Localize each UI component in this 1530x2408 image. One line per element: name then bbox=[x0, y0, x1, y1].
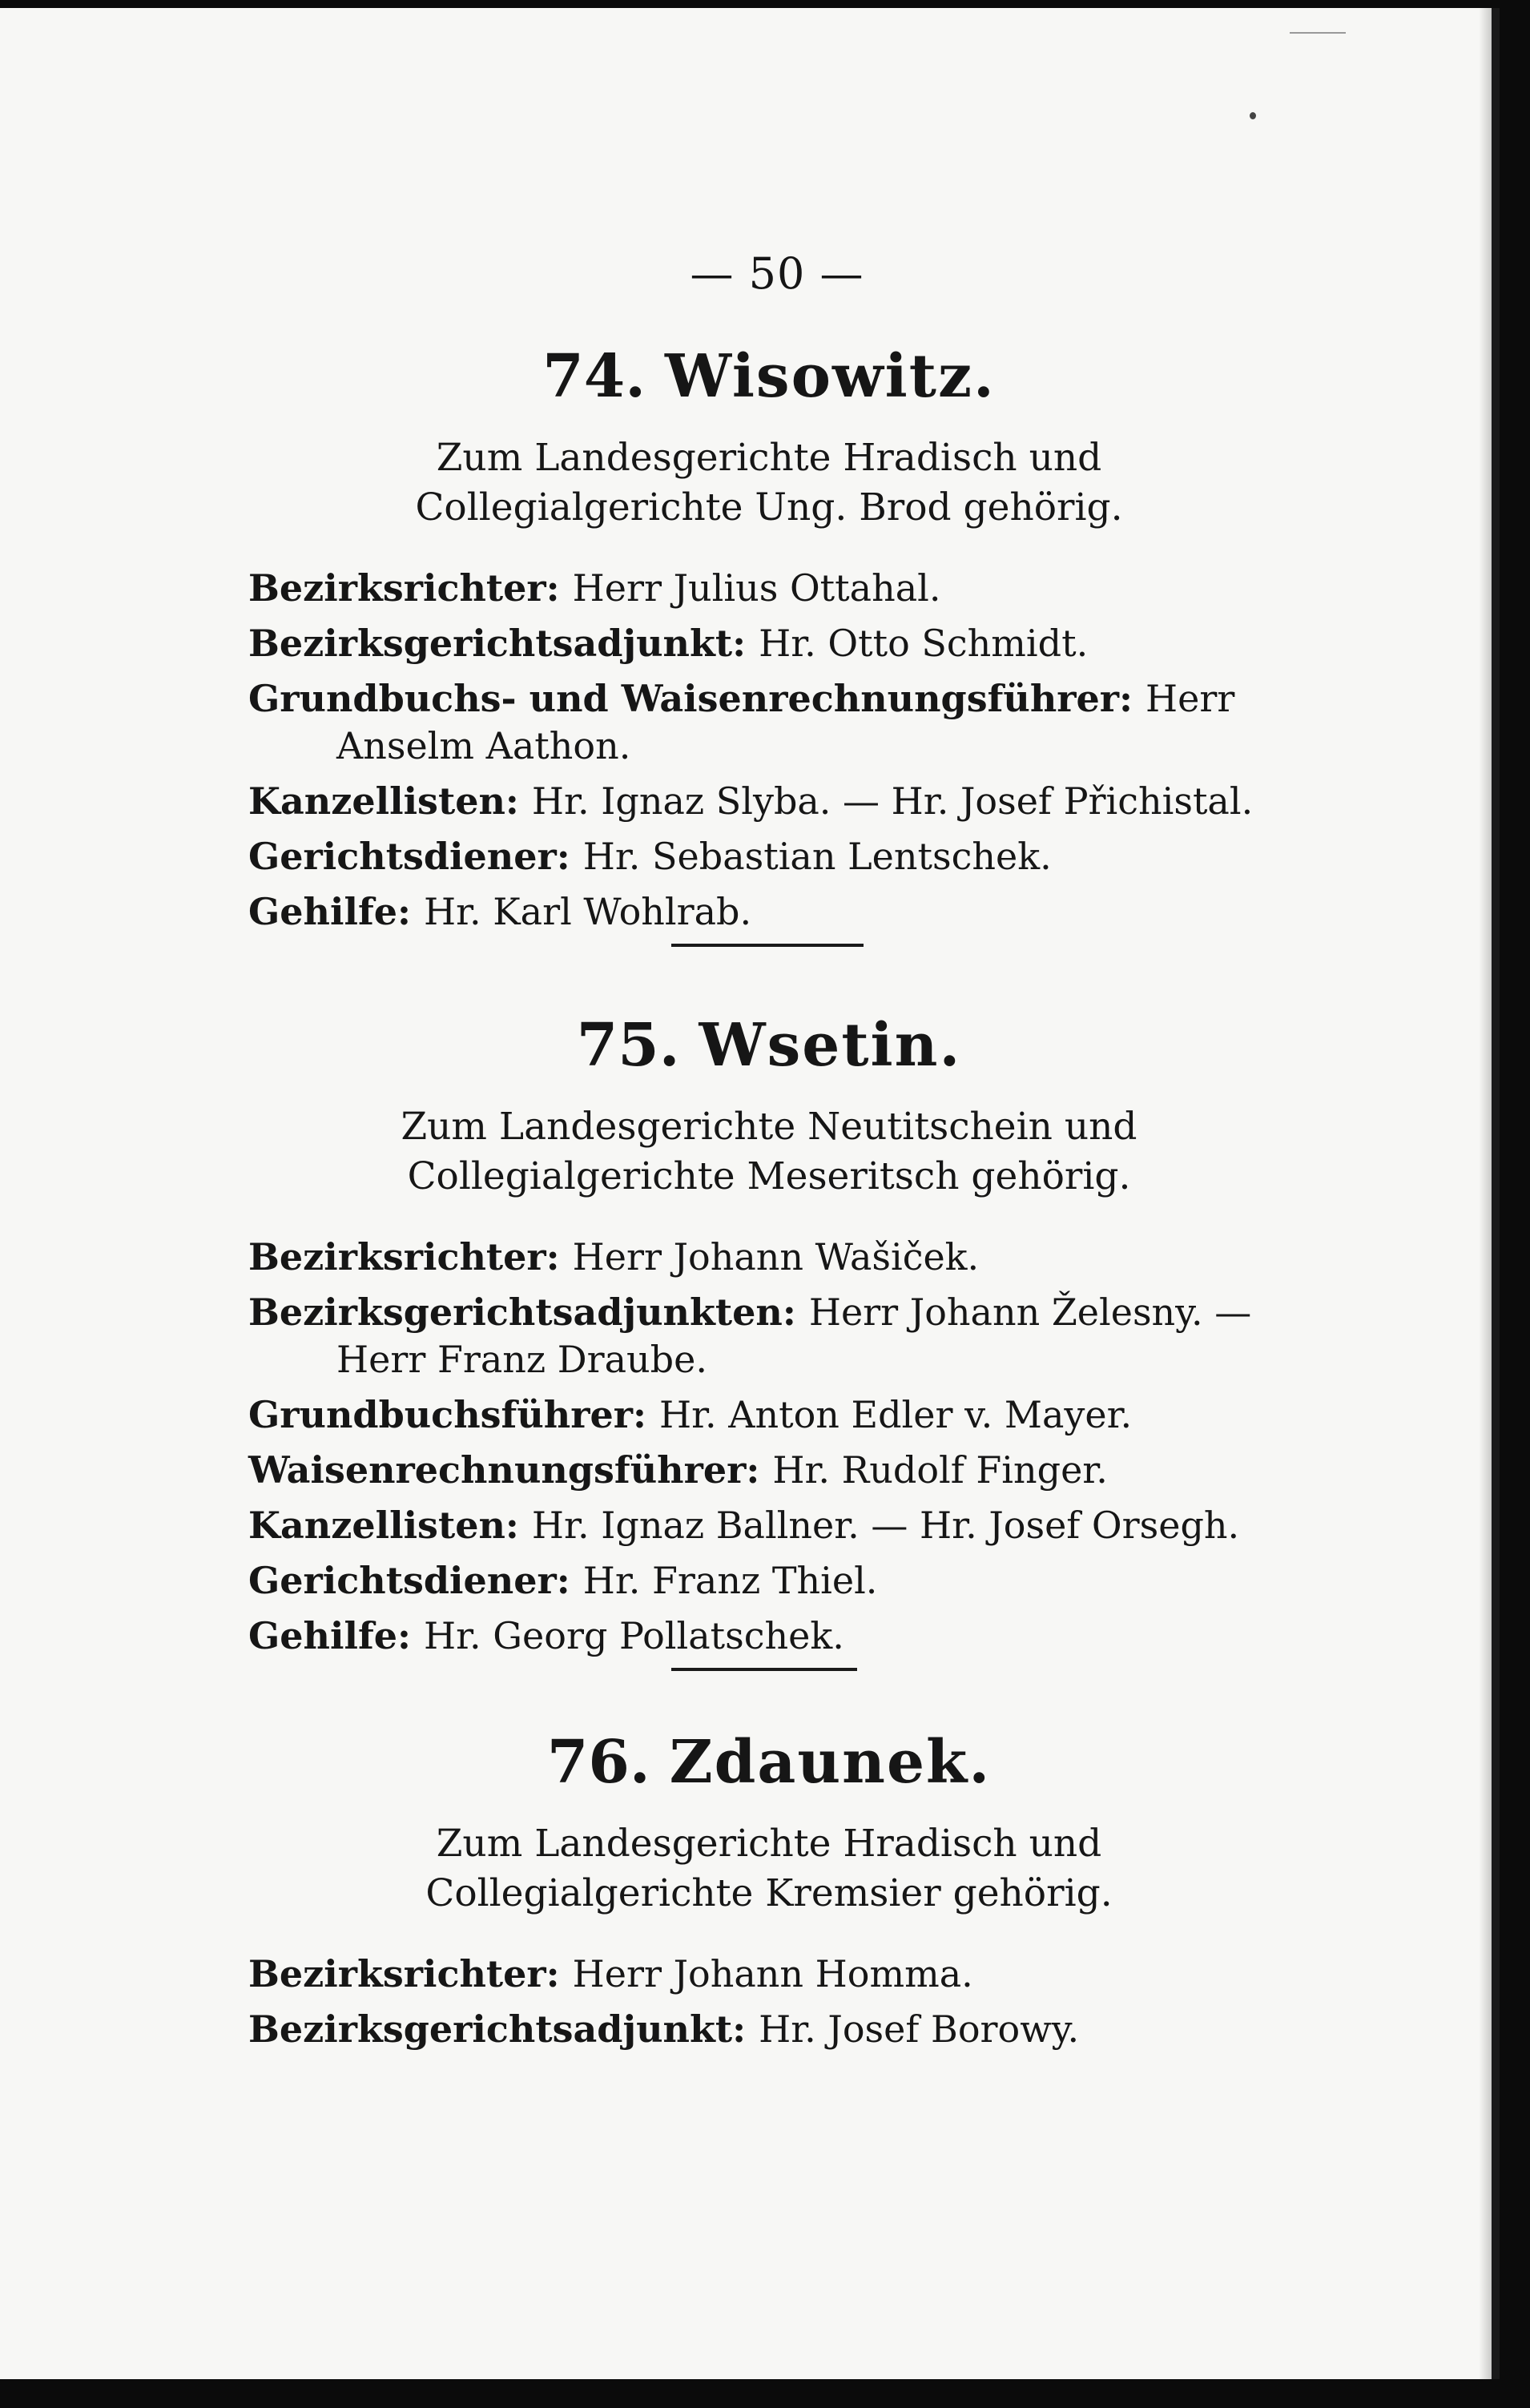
court-entry-75 bbox=[248, 1013, 1290, 1667]
book-page bbox=[0, 8, 1500, 2379]
entry-number: 75. bbox=[576, 1011, 680, 1080]
scan-line-mark bbox=[1290, 32, 1346, 34]
staff-item bbox=[248, 833, 1290, 880]
staff-role: Kanzellisten : bbox=[248, 1504, 532, 1547]
staff-item bbox=[248, 1234, 1290, 1281]
entry-number: 76. bbox=[546, 1728, 650, 1797]
entry-place-name: Wsetin. bbox=[699, 1011, 962, 1080]
staff-item bbox=[248, 565, 1290, 612]
staff-item bbox=[248, 2006, 1290, 2053]
staff-list bbox=[248, 565, 1290, 935]
staff-role: Gerichtsdiener : bbox=[248, 835, 583, 878]
staff-name: Hr. Karl Wohlrab. bbox=[424, 889, 752, 933]
staff-name: Hr. Rudolf Finger. bbox=[772, 1448, 1108, 1492]
entry-description: Zum Landesgerichte Neutitschein und Collegialgerichte Meseritsch gehörig. bbox=[401, 1105, 1137, 1199]
staff-name: Hr. Ignaz Slyba. — Hr. Josef Přichistal. bbox=[531, 779, 1254, 823]
staff-role: Bezirksgerichtsadjunkten : bbox=[248, 1291, 809, 1334]
staff-role: Bezirksgerichtsadjunkt : bbox=[248, 2007, 759, 2051]
staff-role: Bezirksrichter : bbox=[248, 1235, 573, 1278]
staff-role: Gehilfe : bbox=[248, 1614, 424, 1657]
staff-name: Hr. Franz Thiel. bbox=[582, 1558, 878, 1602]
entry-heading bbox=[248, 1730, 1290, 1795]
staff-item bbox=[248, 620, 1290, 667]
staff-item bbox=[248, 1951, 1290, 1998]
entry-number: 74. bbox=[542, 342, 646, 411]
staff-role: Bezirksrichter : bbox=[248, 566, 573, 610]
staff-role: Gehilfe : bbox=[248, 890, 424, 933]
staff-item bbox=[248, 1502, 1290, 1549]
section-divider bbox=[671, 1668, 857, 1671]
staff-role: Gerichtsdiener : bbox=[248, 1559, 583, 1602]
staff-name: Hr. Georg Pollatschek. bbox=[424, 1613, 844, 1657]
staff-name: Herr Johann Wašiček. bbox=[572, 1235, 980, 1279]
staff-role: Grundbuchsführer : bbox=[248, 1393, 659, 1436]
entry-description: Zum Landesgerichte Hradisch und Collegialgerichte Ung. Brod gehörig. bbox=[415, 436, 1123, 530]
court-entry-74 bbox=[248, 344, 1290, 944]
staff-role: Kanzellisten : bbox=[248, 779, 532, 823]
entry-place-name: Wisowitz. bbox=[665, 342, 996, 411]
staff-name: Hr. Ignaz Ballner. — Hr. Josef Orsegh. bbox=[531, 1503, 1240, 1547]
staff-name: Hr. Josef Borowy. bbox=[759, 2007, 1080, 2052]
page-edge-shadow bbox=[1479, 8, 1492, 2379]
staff-item bbox=[248, 1613, 1290, 1660]
staff-item bbox=[248, 1289, 1290, 1383]
staff-name: Herr Julius Ottahal. bbox=[572, 566, 941, 610]
staff-role: Waisenrechnungsführer : bbox=[248, 1448, 772, 1492]
scan-speck bbox=[1250, 112, 1256, 119]
entry-place-name: Zdaunek. bbox=[669, 1728, 992, 1797]
staff-name: Herr Johann Homma. bbox=[572, 1952, 973, 1996]
staff-item bbox=[248, 778, 1290, 825]
staff-list bbox=[248, 1234, 1290, 1659]
staff-name: Herr Anselm Aathon. bbox=[336, 677, 1235, 768]
staff-name: Herr Johann Želesny. — Herr Franz Draube. bbox=[336, 1291, 1252, 1382]
section-divider bbox=[671, 944, 864, 947]
staff-item bbox=[248, 1557, 1290, 1605]
staff-item bbox=[248, 675, 1290, 770]
staff-role: Grundbuchs- und Waisenrechnungsführer : bbox=[248, 677, 1145, 720]
staff-item bbox=[248, 1391, 1290, 1439]
staff-item bbox=[248, 888, 1290, 936]
staff-list bbox=[248, 1951, 1290, 2053]
staff-item bbox=[248, 1447, 1290, 1494]
staff-role: Bezirksgerichtsadjunkt : bbox=[248, 622, 759, 665]
entry-description: Zum Landesgerichte Hradisch und Collegialgerichte Kremsier gehörig. bbox=[425, 1822, 1113, 1916]
entry-heading bbox=[248, 1013, 1290, 1078]
staff-name: Hr. Sebastian Lentschek. bbox=[582, 834, 1052, 878]
page-number: — 50 — bbox=[690, 248, 864, 299]
entry-heading bbox=[248, 344, 1290, 409]
staff-role: Bezirksrichter : bbox=[248, 1952, 573, 1995]
staff-name: Hr. Anton Edler v. Mayer. bbox=[658, 1393, 1133, 1437]
court-entry-76 bbox=[248, 1730, 1290, 2061]
staff-name: Hr. Otto Schmidt. bbox=[759, 622, 1089, 666]
